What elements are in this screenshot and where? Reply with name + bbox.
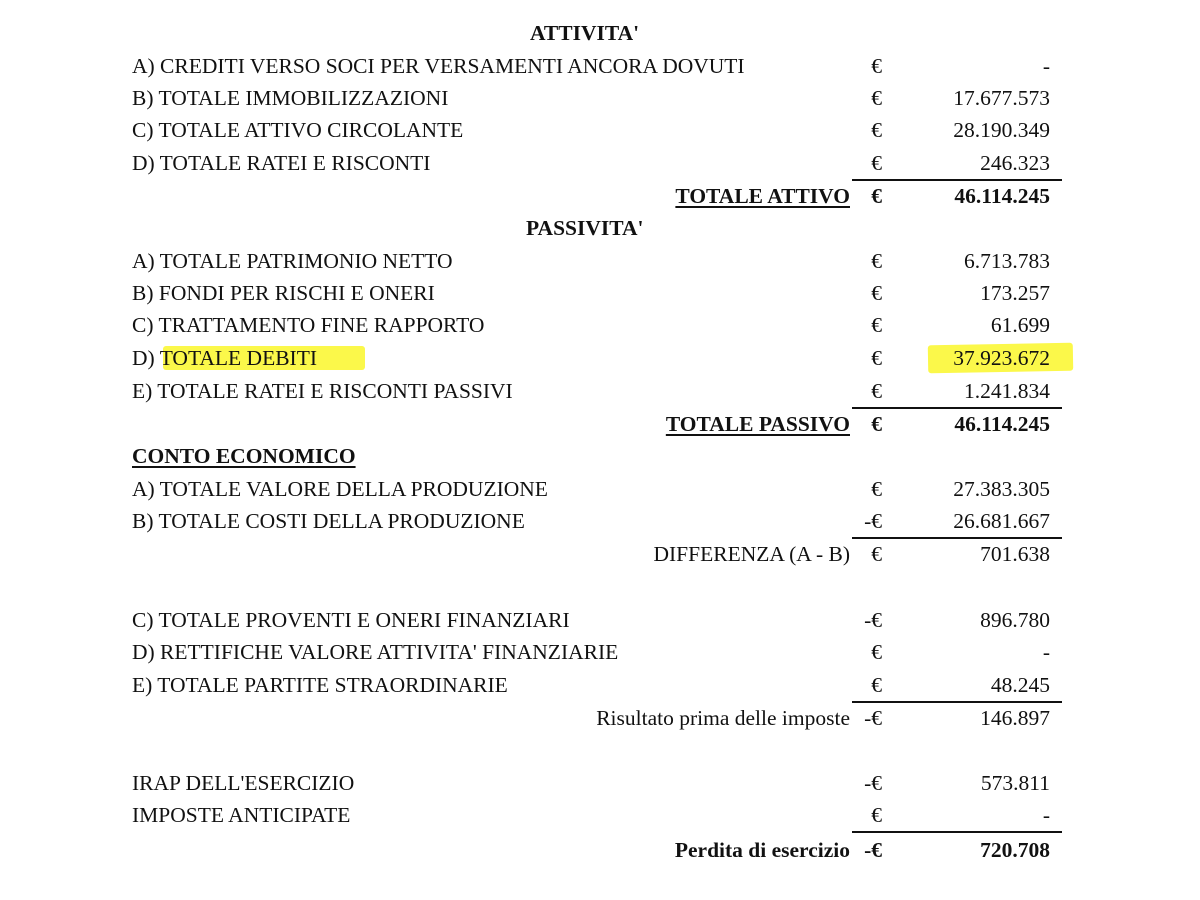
table-row	[0, 114, 1200, 146]
row-value: 173.257	[980, 281, 1050, 305]
section-title-attivita: ATTIVITA'	[530, 21, 640, 45]
row-value: 61.699	[990, 313, 1050, 337]
table-row	[0, 473, 1200, 505]
row-label: D) RETTIFICHE VALORE ATTIVITA' FINANZIARIE	[132, 640, 619, 664]
row-label: E) TOTALE RATEI E RISCONTI PASSIVI	[132, 379, 513, 403]
currency-symbol: €	[871, 379, 882, 403]
currency-symbol: €	[871, 542, 882, 566]
total-row-attivo	[0, 180, 1200, 212]
row-label: D) TOTALE RATEI E RISCONTI	[132, 151, 431, 175]
row-label: IMPOSTE ANTICIPATE	[132, 803, 351, 827]
subtotal-value: 701.638	[980, 542, 1050, 566]
subtotal-row-risultato	[0, 702, 1200, 734]
subtotal-label: Risultato prima delle imposte	[596, 706, 850, 730]
table-row	[0, 147, 1200, 179]
currency-symbol: -€	[864, 771, 882, 795]
currency-symbol: €	[871, 673, 882, 697]
table-row	[0, 799, 1200, 831]
total-value: 46.114.245	[954, 412, 1050, 436]
total-row-passivo	[0, 408, 1200, 440]
row-value: -	[1042, 640, 1050, 664]
currency-symbol: €	[871, 54, 882, 78]
row-value: -	[1042, 803, 1050, 827]
currency-symbol: -€	[864, 838, 882, 862]
subtotal-value: 146.897	[980, 706, 1050, 730]
row-value: 26.681.667	[953, 509, 1050, 533]
currency-symbol: €	[871, 640, 882, 664]
total-row-perdita	[0, 834, 1200, 866]
total-label: Perdita di esercizio	[674, 838, 850, 862]
row-label: B) FONDI PER RISCHI E ONERI	[132, 281, 435, 305]
table-row	[0, 309, 1200, 341]
row-value: 246.323	[980, 151, 1050, 175]
currency-symbol: €	[871, 803, 882, 827]
table-row	[0, 375, 1200, 407]
currency-symbol: €	[871, 86, 882, 110]
currency-symbol: €	[871, 281, 882, 305]
row-label: C) TOTALE ATTIVO CIRCOLANTE	[132, 118, 464, 142]
table-row	[0, 767, 1200, 799]
row-label: C) TRATTAMENTO FINE RAPPORTO	[132, 313, 485, 337]
row-value: 48.245	[990, 673, 1050, 697]
currency-symbol: -€	[864, 608, 882, 632]
row-value: -	[1042, 54, 1050, 78]
row-label: B) TOTALE IMMOBILIZZAZIONI	[132, 86, 449, 110]
currency-symbol: €	[871, 412, 882, 436]
row-label-highlighted: TOTALE DEBITI	[159, 346, 317, 370]
total-label: TOTALE ATTIVO	[675, 184, 850, 208]
table-row	[0, 604, 1200, 636]
row-value-highlighted: 37.923.672	[953, 346, 1050, 370]
currency-symbol: €	[871, 118, 882, 142]
row-label: E) TOTALE PARTITE STRAORDINARIE	[132, 673, 508, 697]
table-row	[0, 82, 1200, 114]
total-rule	[852, 831, 1062, 833]
row-value: 28.190.349	[953, 118, 1050, 142]
section-title-passivita: PASSIVITA'	[526, 216, 644, 240]
row-label-prefix: D)	[132, 346, 160, 370]
section-title-conto-economico: CONTO ECONOMICO	[132, 444, 356, 468]
table-row	[0, 505, 1200, 537]
row-label: A) CREDITI VERSO SOCI PER VERSAMENTI ANCORA DOVUTI	[132, 54, 745, 78]
total-label: TOTALE PASSIVO	[665, 412, 850, 436]
row-value: 1.241.834	[964, 379, 1050, 403]
table-row-highlighted	[0, 342, 1200, 374]
section-title-conto-economico-row	[0, 440, 1200, 472]
subtotal-label: DIFFERENZA (A - B)	[653, 542, 850, 566]
row-label: B) TOTALE COSTI DELLA PRODUZIONE	[132, 509, 525, 533]
row-label: IRAP DELL'ESERCIZIO	[132, 771, 355, 795]
table-row	[0, 669, 1200, 701]
row-value: 896.780	[980, 608, 1050, 632]
row-value: 573.811	[980, 771, 1050, 795]
row-label: A) TOTALE VALORE DELLA PRODUZIONE	[132, 477, 548, 501]
total-value: 720.708	[980, 838, 1050, 862]
row-value: 6.713.783	[964, 249, 1050, 273]
currency-symbol: €	[871, 184, 882, 208]
currency-symbol: €	[871, 313, 882, 337]
currency-symbol: €	[871, 477, 882, 501]
currency-symbol: -€	[864, 509, 882, 533]
currency-symbol: €	[871, 249, 882, 273]
currency-symbol: -€	[864, 706, 882, 730]
currency-symbol: €	[871, 151, 882, 175]
table-row	[0, 50, 1200, 82]
table-row	[0, 277, 1200, 309]
subtotal-row-differenza	[0, 538, 1200, 570]
row-label	[132, 342, 317, 374]
row-value: 17.677.573	[953, 86, 1050, 110]
currency-symbol: €	[871, 346, 882, 370]
row-value: 27.383.305	[953, 477, 1050, 501]
total-value: 46.114.245	[954, 184, 1050, 208]
row-label: C) TOTALE PROVENTI E ONERI FINANZIARI	[132, 608, 570, 632]
row-label: A) TOTALE PATRIMONIO NETTO	[132, 249, 453, 273]
table-row	[0, 245, 1200, 277]
table-row	[0, 636, 1200, 668]
